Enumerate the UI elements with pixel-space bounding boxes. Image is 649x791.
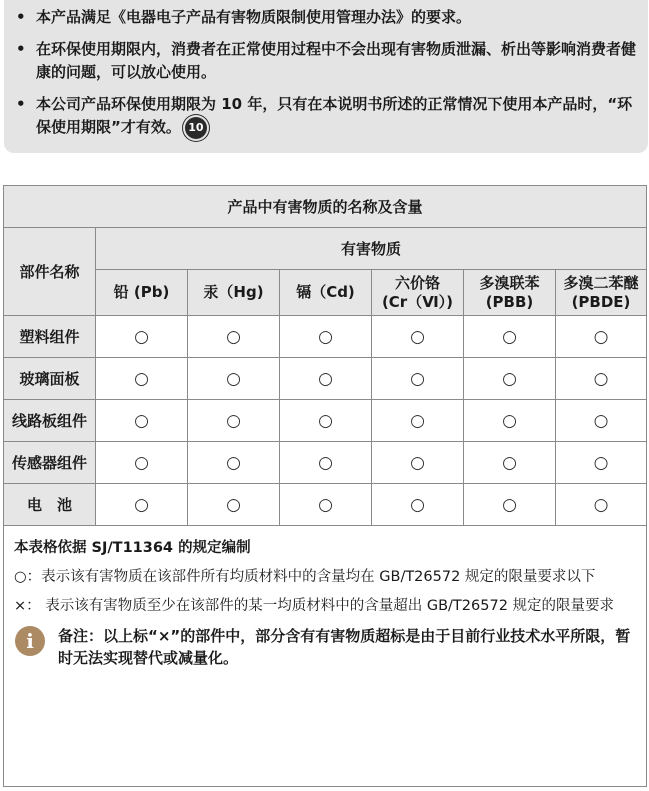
substance-value-cell	[96, 484, 188, 526]
column-header-cr6: 六价铬 (Cr（Ⅵ）)	[372, 270, 464, 316]
part-name-cell: 玻璃面板	[4, 358, 96, 400]
compliance-mark: ○	[318, 326, 333, 347]
compliance-mark: ○	[134, 410, 149, 431]
column-header-pb: 铅 (Pb)	[96, 270, 188, 316]
substance-value-cell	[280, 400, 372, 442]
substance-value-cell	[280, 442, 372, 484]
hazardous-substance-table	[3, 185, 647, 526]
compliance-mark: ○	[318, 494, 333, 515]
hazardous-substance-section	[3, 185, 647, 787]
compliance-mark: ○	[226, 326, 241, 347]
notice-text: 在环保使用期限内，消费者在正常使用过程中不会出现有害物质泄漏、析出等影响消费者健康的问题，可以放心使用。	[36, 40, 637, 81]
compliance-mark: ○	[593, 410, 609, 431]
substance-value-cell	[372, 358, 464, 400]
bullet: •	[16, 95, 26, 113]
substance-value-cell	[464, 442, 556, 484]
substance-value-cell	[280, 484, 372, 526]
column-header-cd: 镉（Cd)	[280, 270, 372, 316]
table-row	[4, 358, 647, 400]
compliance-mark: ○	[502, 326, 517, 347]
substance-value-cell	[464, 358, 556, 400]
substance-value-cell	[188, 400, 280, 442]
substance-value-cell	[556, 316, 647, 358]
compliance-mark: ○	[410, 410, 425, 431]
remark-text: 备注：以上标“×”的部件中，部分含有有害物质超标是由于目前行业技术水平所限，暂时无法实现替代或减量化。	[58, 627, 631, 667]
substance-value-cell	[556, 484, 647, 526]
notice-item	[14, 6, 638, 29]
table-notes	[4, 526, 646, 669]
compliance-mark: ○	[502, 410, 517, 431]
substance-value-cell	[188, 358, 280, 400]
table-row	[4, 400, 647, 442]
substance-value-cell	[464, 400, 556, 442]
substance-value-cell	[188, 442, 280, 484]
notice-text: 本产品满足《电器电子产品有害物质限制使用管理办法》的要求。	[36, 8, 472, 26]
compliance-mark: ○	[318, 452, 333, 473]
substance-header: 有害物质	[96, 228, 647, 270]
compliance-mark: ○	[318, 368, 333, 389]
part-name-header: 部件名称	[4, 228, 96, 316]
compliance-mark: ○	[593, 368, 609, 389]
epup-10-year-icon: 10	[185, 117, 207, 139]
table-body	[4, 316, 647, 526]
compliance-mark: ○	[410, 452, 425, 473]
remark	[14, 625, 636, 669]
compliance-mark: ○	[226, 368, 241, 389]
compliance-mark: ○	[226, 494, 241, 515]
part-name-cell: 电 池	[4, 484, 96, 526]
compliance-mark: ○	[226, 452, 241, 473]
info-icon: i	[15, 626, 45, 656]
bullet: •	[16, 40, 26, 58]
compliance-mark: ○	[410, 494, 425, 515]
column-header-hg: 汞（Hg)	[188, 270, 280, 316]
column-header-pbb: 多溴联苯 (PBB)	[464, 270, 556, 316]
substance-value-cell	[464, 316, 556, 358]
substance-value-cell	[188, 484, 280, 526]
substance-value-cell	[372, 484, 464, 526]
substance-value-cell	[280, 316, 372, 358]
substance-value-cell	[556, 400, 647, 442]
substance-value-cell	[188, 316, 280, 358]
substance-value-cell	[464, 484, 556, 526]
part-name-cell: 塑料组件	[4, 316, 96, 358]
table-title: 产品中有害物质的名称及含量	[4, 186, 647, 228]
substance-value-cell	[96, 358, 188, 400]
part-name-cell: 线路板组件	[4, 400, 96, 442]
part-name-cell: 传感器组件	[4, 442, 96, 484]
substance-value-cell	[372, 400, 464, 442]
compliance-mark: ○	[502, 452, 517, 473]
circle-definition: ○：表示该有害物质在该部件所有均质材料中的含量均在 GB/T26572 规定的限量要求以下	[14, 569, 596, 585]
substance-value-cell	[556, 358, 647, 400]
compliance-mark: ○	[593, 326, 609, 347]
notice-item	[14, 93, 638, 139]
substance-value-cell	[96, 316, 188, 358]
substance-value-cell	[96, 442, 188, 484]
column-header-pbde: 多溴二苯醚 (PBDE)	[556, 270, 647, 316]
rohs-notice-panel	[4, 0, 648, 153]
compliance-mark: ○	[410, 368, 425, 389]
table-row	[4, 442, 647, 484]
compliance-mark: ○	[134, 368, 149, 389]
substance-value-cell	[372, 442, 464, 484]
notice-text: 本公司产品环保使用期限为 10 年，只有在本说明书所述的正常情况下使用本产品时，“环保使用期限”才有效。	[36, 95, 633, 136]
compliance-mark: ○	[134, 494, 149, 515]
table-row	[4, 316, 647, 358]
compliance-mark: ○	[502, 494, 517, 515]
compliance-mark: ○	[593, 494, 609, 515]
compliance-mark: ○	[134, 326, 149, 347]
notice-item	[14, 38, 638, 84]
standard-basis: 本表格依据 SJ/T11364 的规定编制	[14, 540, 251, 556]
bullet: •	[16, 8, 26, 26]
compliance-mark: ○	[226, 410, 241, 431]
compliance-mark: ○	[410, 326, 425, 347]
table-row	[4, 484, 647, 526]
substance-value-cell	[372, 316, 464, 358]
substance-value-cell	[96, 400, 188, 442]
compliance-mark: ○	[318, 410, 333, 431]
substance-value-cell	[280, 358, 372, 400]
substance-value-cell	[556, 442, 647, 484]
cross-definition: ×： 表示该有害物质至少在该部件的某一均质材料中的含量超出 GB/T26572 规定的限量要求	[14, 598, 615, 614]
compliance-mark: ○	[134, 452, 149, 473]
compliance-mark: ○	[502, 368, 517, 389]
compliance-mark: ○	[593, 452, 609, 473]
